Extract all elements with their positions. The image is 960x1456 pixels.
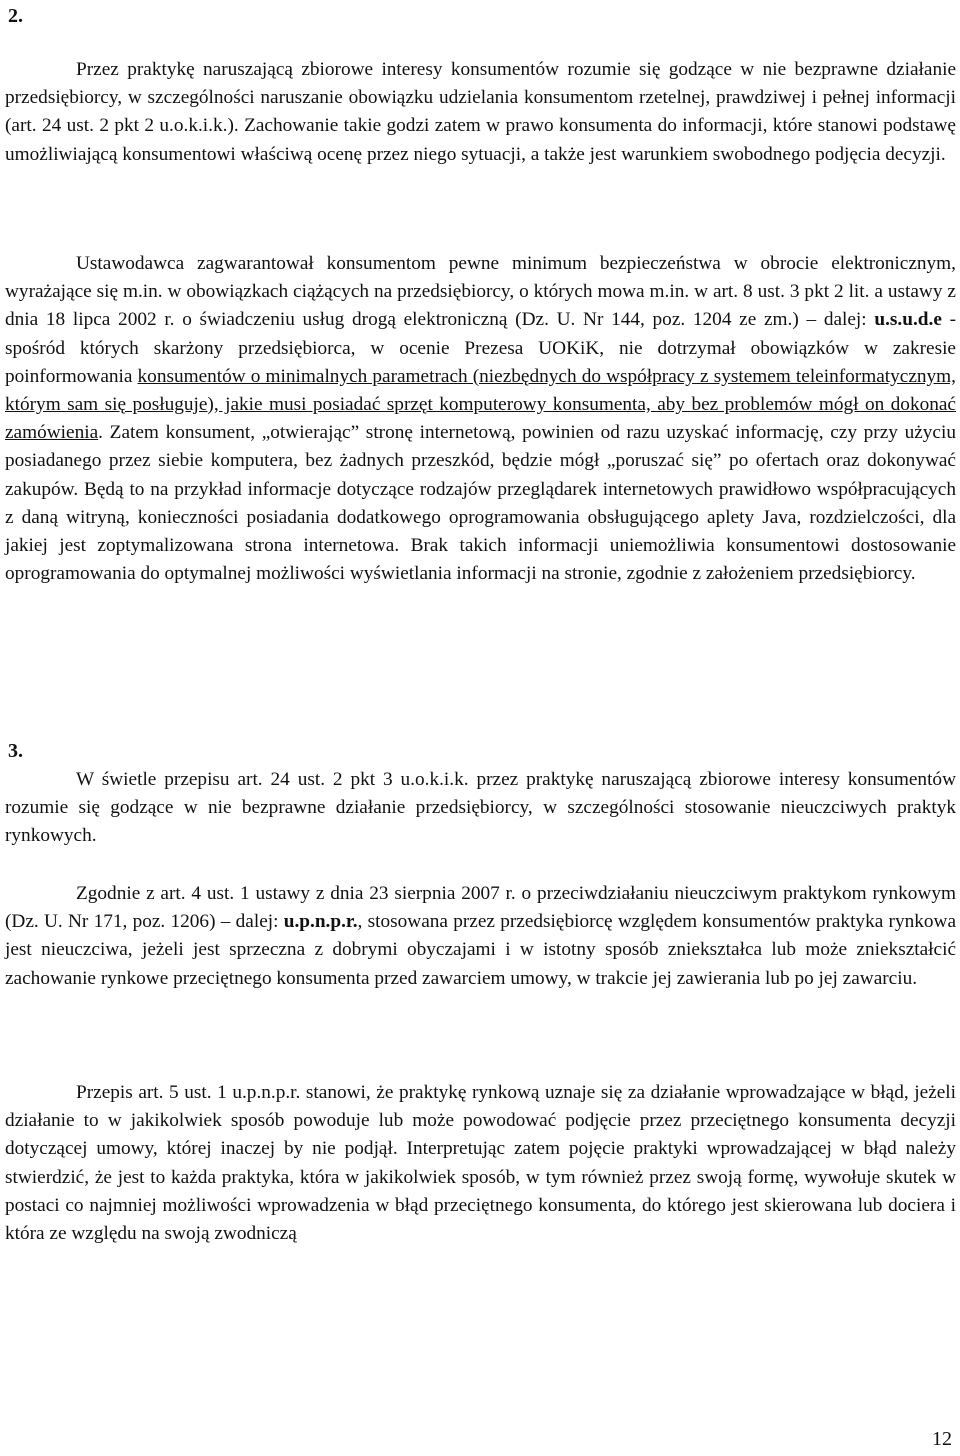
section-3-paragraph-3	[5, 1079, 956, 1248]
section-3-paragraph-2	[5, 880, 956, 993]
text-run: . Zatem konsument, „otwierając” stronę internetową, powinien od razu uzyskać informację, czy przy użyciu posiadanego przez siebie komputera, bez żadnych przeszkód, będzie mógł „poruszać się” po ofertach oraz dokonywać zakupów. Będą to na przykład informacje dotyczące rodzajów przeglądarek internetowych prawidłowo współpracujących z daną witryną, konieczności posiadania dodatkowego oprogramowania obsługującego aplety Java, rozdzielczości, dla jakiej jest zoptymalizowana strona internetowa. Brak takich informacji uniemożliwia konsumentowi dostosowanie oprogramowania do optymalnej możliwości wyświetlania informacji na stronie, zgodnie z założeniem przedsiębiorcy.	[5, 422, 956, 585]
abbreviation-usude: u.s.u.d.e	[874, 309, 942, 331]
page-number: 12	[932, 1428, 952, 1450]
text-run: Zgodnie z art. 4 ust. 1 ustawy z dnia 23 sierpnia 2007 r. o przeciwdziałaniu nieuczciwym praktykom rynkowym (Dz. U. Nr 171, poz. 1206) – dalej:	[5, 883, 956, 933]
section-3-paragraph-1	[5, 766, 956, 851]
text-run: Przez praktykę naruszającą zbiorowe interesy konsumentów rozumie się godzące w nie bezprawne działanie przedsiębiorcy, w szczególności naruszanie obowiązku udzielania konsumentom rzetelnej, prawdziwej i pełnej informacji (art. 24 ust. 2 pkt 2 u.o.k.i.k.). Zachowanie takie godzi zatem w prawo konsumenta do informacji, które stanowi podstawę umożliwiającą konsumentowi właściwą ocenę przez niego sytuacji, a także jest warunkiem swobodnego podjęcia decyzji.	[5, 59, 956, 165]
text-run: , stosowana przez przedsiębiorcę względem konsumentów praktyka rynkowa jest nieuczciwa, jeżeli jest sprzeczna z dobrymi obyczajami i w istotny sposób zniekształca lub może zniekształcić zachowanie rynkowe przeciętnego konsumenta przed zawarciem umowy, w trakcie jej zawierania lub po jej zawarciu.	[5, 911, 956, 989]
section-2-paragraph-1	[5, 56, 956, 169]
text-run: Przepis art. 5 ust. 1 u.p.n.p.r. stanowi, że praktykę rynkową uznaje się za działanie wprowadzające w błąd, jeżeli działanie to w jakikolwiek sposób powoduje lub może powodować podjęcie przez przeciętnego konsumenta decyzji dotyczącej umowy, której inaczej by nie podjął. Interpretując zatem pojęcie praktyki wprowadzającej w błąd należy stwierdzić, że jest to każda praktyka, która w jakikolwiek sposób, w tym również przez swoją formę, wywołuje skutek w postaci co najmniej możliwości wprowadzenia w błąd przeciętnego konsumenta, do którego jest skierowana lub dociera i która ze względu na swoją zwodniczą	[5, 1082, 956, 1245]
abbreviation-upnpr: u.p.n.p.r.	[283, 911, 358, 933]
text-run: W świetle przepisu art. 24 ust. 2 pkt 3 u.o.k.i.k. przez praktykę naruszającą zbiorowe interesy konsumentów rozumie się godzące w nie bezprawne działanie przedsiębiorcy, w szczególności stosowanie nieuczciwych praktyk rynkowych.	[5, 769, 956, 847]
text-run: - spośród których skarżony przedsiębiorca, w ocenie Prezesa UOKiK, nie dotrzymał obowiązków w zakresie poinformowania	[5, 309, 956, 387]
section-2-paragraph-2	[5, 250, 956, 588]
section-2-number: 2.	[8, 5, 23, 27]
text-run: Ustawodawca zagwarantował konsumentom pewne minimum bezpieczeństwa w obrocie elektronicznym, wyrażające się m.in. w obowiązkach ciążących na przedsiębiorcy, o których mowa m.in. w art. 8 ust. 3 pkt 2 lit. a ustawy z dnia 18 lipca 2002 r. o świadczeniu usług drogą elektroniczną (Dz. U. Nr 144, poz. 1204 ze zm.) – dalej:	[5, 253, 956, 331]
underlined-passage: konsumentów o minimalnych parametrach (niezbędnych do współpracy z systemem teleinformatycznym, którym sam się posługuje), jakie musi posiadać sprzęt komputerowy konsumenta, aby bez problemów mógł on dokonać zamówienia	[5, 365, 956, 444]
section-3-number: 3.	[8, 740, 23, 762]
